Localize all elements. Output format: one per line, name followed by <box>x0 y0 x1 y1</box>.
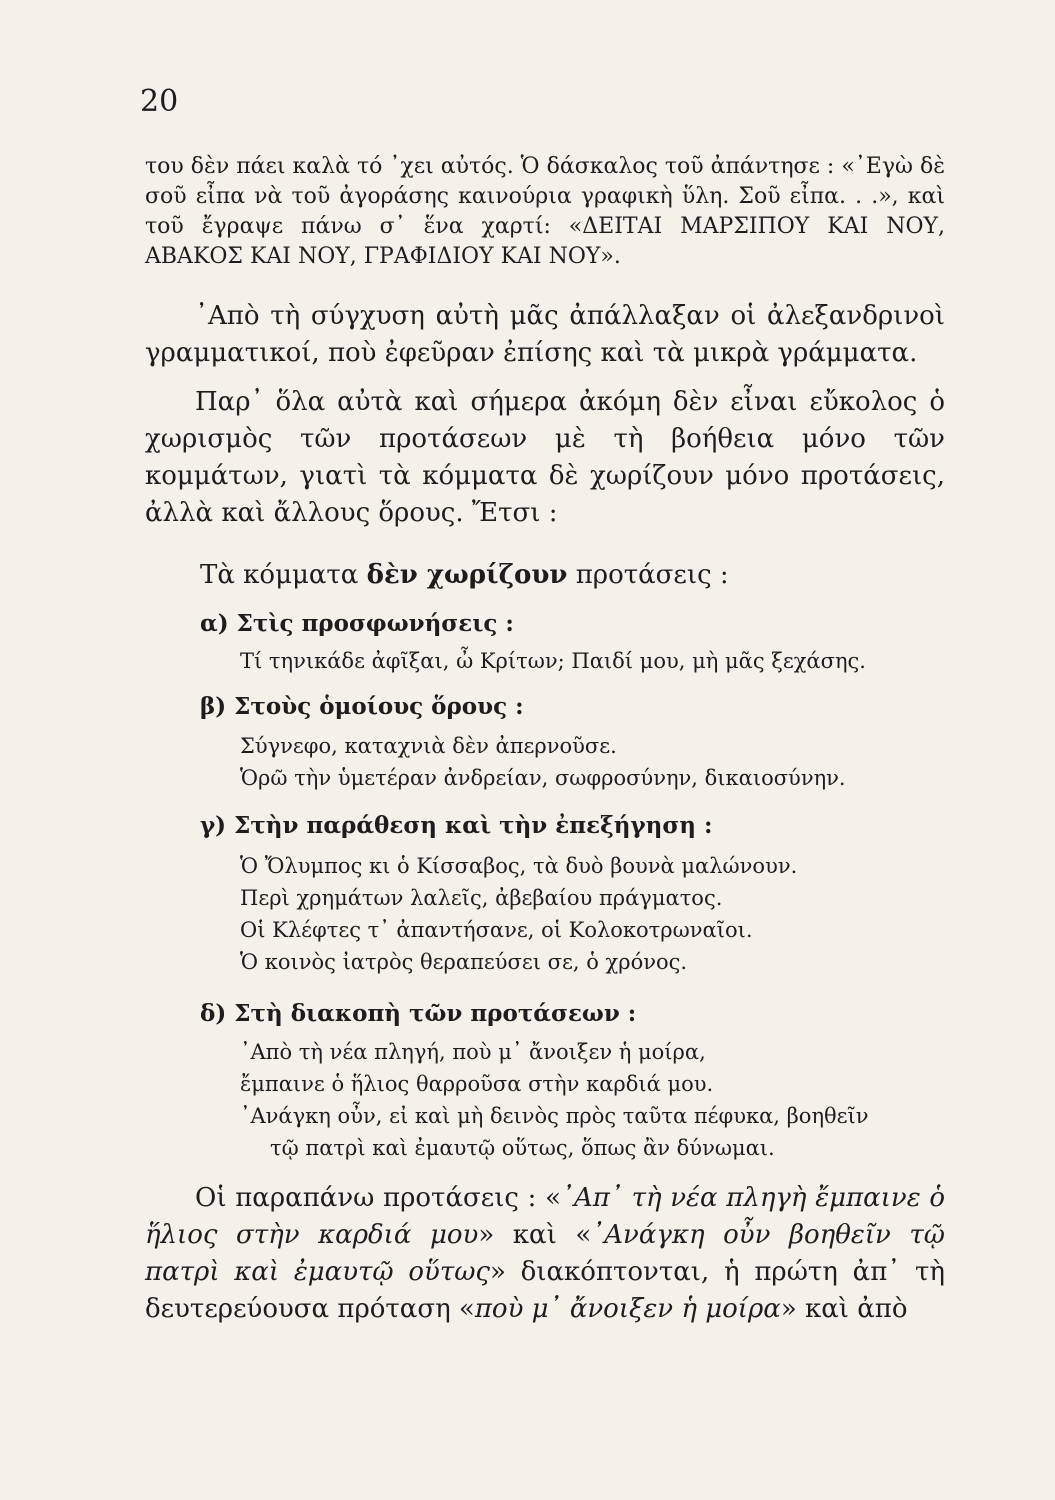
example-line: τῷ πατρὶ καὶ ἐμαυτῷ οὕτως, ὅπως ἂν δύνωμαι. <box>270 1136 775 1160</box>
example-line: Ὁ Ὄλυμπος κι ὁ Κίσσαβος, τὰ δυὸ βουνὰ μαλώνουν. <box>240 854 798 878</box>
quote-3: ποὺ μ᾿ ἄνοιξεν ἡ μοίρα <box>474 1294 781 1324</box>
item-c-examples <box>240 850 797 978</box>
paragraph-1-text: ᾿Απὸ τὴ σύγχυση αὐτὴ μᾶς ἀπάλλαξαν οἱ ἀλεξανδρινοὶ γραμματικοί, ποὺ ἐφεῦραν ἐπίσης καὶ τὰ μικρὰ γράμματα. <box>145 301 945 368</box>
paragraph-3-text: Οἱ παραπάνω προτάσεις : «᾿Απ᾿ τὴ νέα πληγὴ ἔμπαινε ὁ ἥλιος στὴν καρδιά μου» καὶ «᾿Ανάγκη οὖν βοηθεῖν τῷ πατρὶ καὶ ἐμαυτῷ οὕτως» διακόπτονται, ἡ πρώτη ἀπ᾿ τὴ δευτερεύουσα πρόταση «ποὺ μ᾿ ἄνοιξεν ἡ μοίρα» καὶ ἀπὸ <box>145 1183 945 1324</box>
example-line: Τί τηνικάδε ἀφῖξαι, ὦ Κρίτων; Παιδί μου, μὴ μᾶς ξεχάσης. <box>240 649 866 673</box>
heading-pre: Τὰ κόμματα <box>200 560 367 590</box>
item-b-label: β) Στοὺς ὁμοίους ὅρους : <box>200 693 524 720</box>
quote-2: ᾿Ανάγκη οὖν βοηθεῖν τῷ πατρὶ καὶ ἐμαυτῷ οὕτως <box>145 1220 945 1287</box>
paragraph-1 <box>145 298 945 372</box>
page-number: 20 <box>140 84 179 119</box>
paragraph-3 <box>145 1180 945 1328</box>
example-line: Περὶ χρημάτων λαλεῖς, ἀβεβαίου πράγματος. <box>240 886 723 910</box>
example-line: ᾿Απὸ τὴ νέα πληγή, ποὺ μ᾿ ἄνοιξεν ἡ μοίρα, <box>240 1040 706 1064</box>
item-c-label: γ) Στὴν παράθεση καὶ τὴν ἐπεξήγηση : <box>200 812 713 839</box>
example-line: Σύγνεφο, καταχνιὰ δὲν ἀπερνοῦσε. <box>240 734 617 758</box>
item-d-examples <box>240 1036 869 1164</box>
intro-paragraph <box>145 152 945 272</box>
heading-bold: δὲν χωρίζουν <box>366 560 568 590</box>
quote-1: ᾿Απ᾿ τὴ νέα πληγὴ ἔμπαινε ὁ ἥλιος στὴν καρδιά μου <box>145 1183 945 1250</box>
item-a-label: α) Στὶς προσφωνήσεις : <box>200 610 514 637</box>
paragraph-2-text: Παρ᾿ ὅλα αὐτὰ καὶ σήμερα ἀκόμη δὲν εἶναι εὔκολος ὁ χωρισμὸς τῶν προτάσεων μὲ τὴ βοήθεια μόνο τῶν κομμάτων, γιατὶ τὰ κόμματα δὲ χωρίζουν μόνο προτάσεις, ἀλλὰ καὶ ἄλλους ὅρους. Ἔτσι : <box>145 387 945 528</box>
example-line: Ὁ κοινὸς ἰατρὸς θεραπεύσει σε, ὁ χρόνος. <box>240 950 688 974</box>
example-line: Οἱ Κλέφτες τ᾿ ἀπαντήσανε, οἱ Κολοκοτρωναῖοι. <box>240 918 753 942</box>
example-line: ᾿Ανάγκη οὖν, εἰ καὶ μὴ δεινὸς πρὸς ταῦτα πέφυκα, βοηθεῖν <box>240 1104 869 1128</box>
item-b-examples <box>240 730 846 794</box>
paragraph-2 <box>145 384 945 532</box>
heading-post: προτάσεις : <box>567 560 729 590</box>
intro-text: του δὲν πάει καλὰ τό ᾿χει αὐτός. Ὁ δάσκαλος τοῦ ἀπάντησε : «᾿Εγὼ δὲ σοῦ εἶπα νὰ τοῦ ἀγοράσης καινούρια γραφικὴ ὕλη. Σοῦ εἶπα. . .», καὶ τοῦ ἔγραψε πάνω σ᾿ ἕνα χαρτί: «ΔΕΙΤΑΙ ΜΑΡΣΙΠΟΥ ΚΑΙ ΝΟΥ, ΑΒΑΚΟΣ ΚΑΙ ΝΟΥ, ΓΡΑΦΙΔΙΟΥ ΚΑΙ ΝΟΥ». <box>145 154 945 269</box>
item-a-examples <box>240 645 866 677</box>
example-line: ἔμπαινε ὁ ἥλιος θαρροῦσα στὴν καρδιά μου. <box>240 1072 714 1096</box>
item-d-label: δ) Στὴ διακοπὴ τῶν προτάσεων : <box>200 1000 637 1027</box>
example-line: Ὁρῶ τὴν ὑμετέραν ἀνδρείαν, σωφροσύνην, δικαιοσύνην. <box>240 766 846 790</box>
section-heading <box>200 560 729 590</box>
